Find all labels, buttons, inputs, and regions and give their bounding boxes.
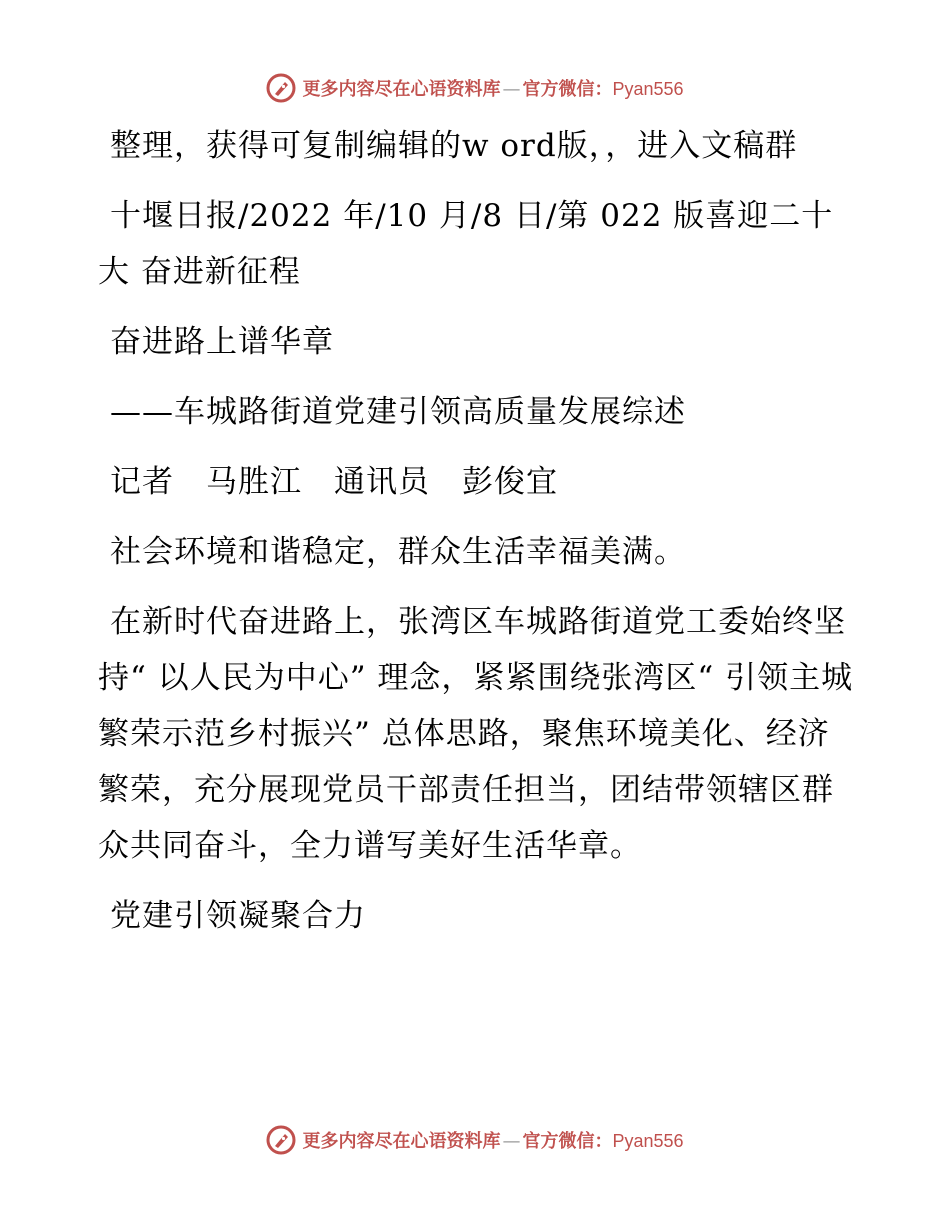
article-title: 奋进路上谱华章 [110,324,334,360]
header-watermark [0,68,950,108]
watermark-wechat-id: Pyan556 [612,79,684,99]
document-body [98,118,858,958]
watermark-separator: — [502,79,521,100]
watermark-label: 官方微信： [522,1131,613,1152]
watermark-label: 官方微信： [522,79,613,100]
paragraph-intro-note: 整理，获得可复制编辑的w ord版，，进入文稿群 [110,128,798,164]
watermark-separator: — [502,1131,521,1152]
section-heading: 党建引领凝聚合力 [110,898,366,934]
paragraph-body: 在新时代奋进路上，张湾区车城路街道党工委始终坚持“ 以人民为中心” 理念，紧紧围绕张湾区“ 引领主城繁荣示范乡村振兴” 总体思路，聚焦环境美化、经济繁荣，充分展现党员干部责任担当，团结带领辖区群众共同奋斗，全力谱写美好生活华章。 [98,604,854,864]
watermark-brand: 更多内容尽在心语资料库 [302,1131,501,1152]
watermark-text [302,1127,683,1153]
pen-nib-logo-icon [266,73,296,103]
paragraph-lead: 社会环境和谐稳定，群众生活幸福美满。 [110,534,686,570]
watermark-brand: 更多内容尽在心语资料库 [302,79,501,100]
article-subtitle: ——车城路街道党建引领高质量发展综述 [110,394,686,430]
watermark-wechat-id: Pyan556 [612,1131,684,1151]
watermark-text [302,75,683,101]
footer-watermark [0,1120,950,1160]
pen-nib-logo-icon [266,1125,296,1155]
paragraph-source-line: 十堰日报/2022 年/10 月/8 日/第 022 版喜迎二十大 奋进新征程 [98,198,834,290]
article-byline: 记者 马胜江 通讯员 彭俊宜 [110,464,558,500]
